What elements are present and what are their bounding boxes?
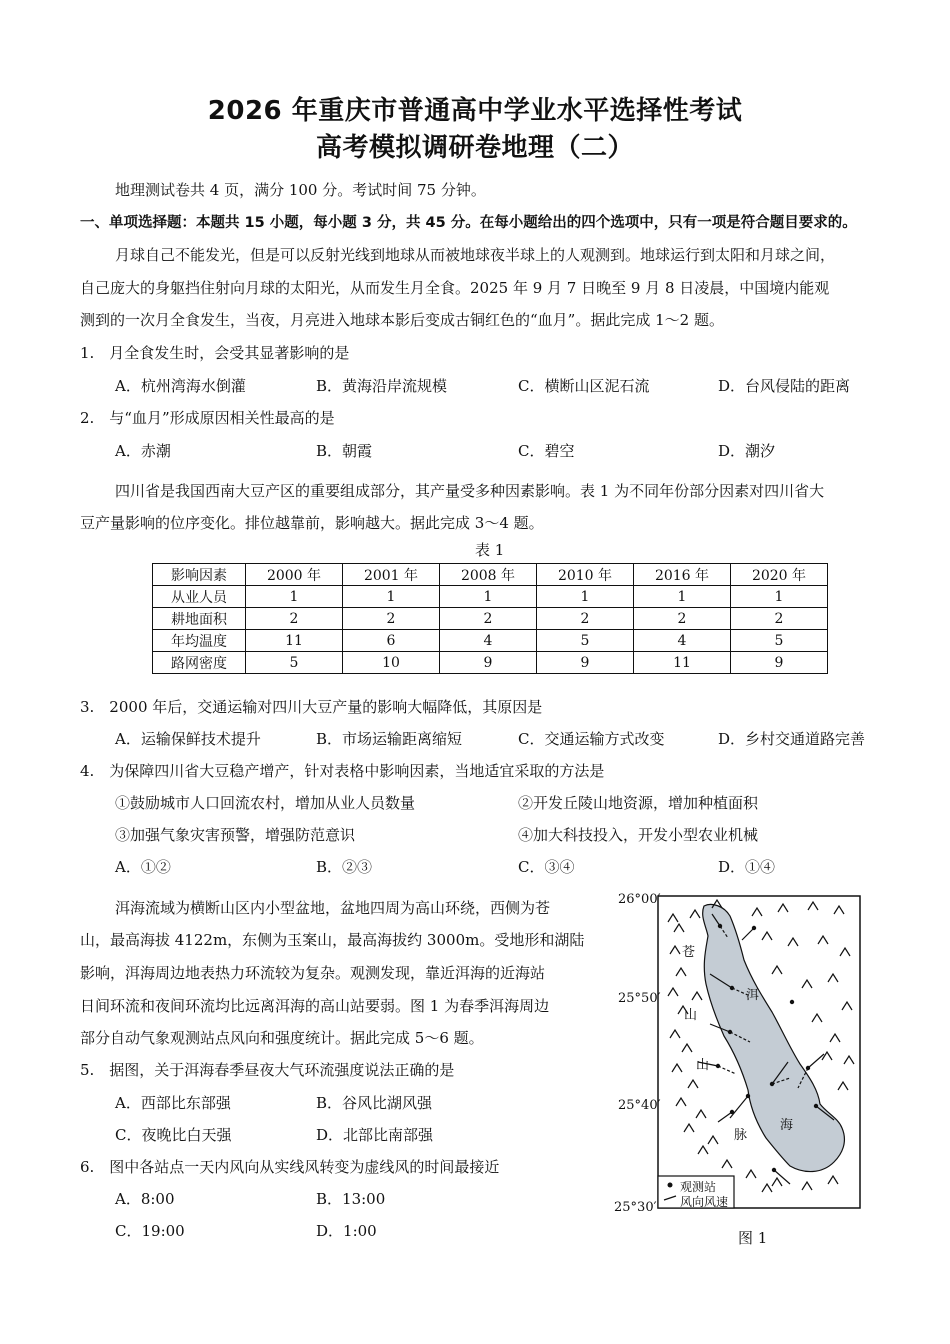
map-label-er: 洱 <box>746 988 760 1003</box>
map-label-shan-1: 山 <box>684 1008 698 1023</box>
q2-option-d: D．潮汐 <box>718 442 776 460</box>
table-cell: 1 <box>634 586 731 608</box>
lat-label-25-40: 25°40′ <box>618 1098 661 1113</box>
q2-option-a: A．赤潮 <box>115 442 171 460</box>
q6-stem: 6. 图中各站点一天内风向从实线风转变为虚线风的时间最接近 <box>80 1158 500 1176</box>
table-cell: 1 <box>731 586 828 608</box>
q3-stem: 3. 2000 年后，交通运输对四川大豆产量的影响大幅降低，其原因是 <box>80 698 543 716</box>
passage3-line5: 部分自动气象观测站点风向和强度统计。据此完成 5～6 题。 <box>80 1029 484 1047</box>
q3-option-a: A．运输保鲜技术提升 <box>115 730 261 748</box>
lat-label-25-50: 25°50′ <box>618 991 661 1006</box>
passage2-line1: 四川省是我国西南大豆产区的重要组成部分，其产量受多种因素影响。表 1 为不同年份部分因素对四川省大 <box>115 482 825 500</box>
table-cell: 1 <box>343 586 440 608</box>
q3-option-b: B．市场运输距离缩短 <box>316 730 463 748</box>
q2-option-c: C．碧空 <box>518 442 575 460</box>
table-cell: 2 <box>634 608 731 630</box>
table-cell: 2 <box>537 608 634 630</box>
table-cell: 2 <box>246 608 343 630</box>
section-heading-1: 一、单项选择题：本题共 15 小题，每小题 3 分，共 45 分。在每小题给出的四个选项中，只有一项是符合题目要求的。 <box>80 215 857 231</box>
q3-option-d: D．乡村交通道路完善 <box>718 730 866 748</box>
q4-item-1: ①鼓励城市人口回流农村，增加从业人员数量 <box>115 794 416 812</box>
table-cell: 2 <box>440 608 537 630</box>
table-cell: 5 <box>731 630 828 652</box>
table-cell: 9 <box>440 652 537 674</box>
lat-label-26-00: 26°00′ <box>618 892 661 907</box>
table-cell: 1 <box>440 586 537 608</box>
q4-stem: 4. 为保障四川省大豆稳产增产，针对表格中影响因素，当地适宜采取的方法是 <box>80 762 605 780</box>
erhai-lake <box>703 904 845 1171</box>
q1-option-d: D．台风侵陆的距离 <box>718 377 851 395</box>
map-label-shan-2: 山 <box>696 1058 710 1073</box>
table-header-cell: 2001 年 <box>343 564 440 586</box>
table-caption: 表 1 <box>475 541 505 559</box>
passage3-line1: 洱海流域为横断山区内小型盆地，盆地四周为高山环绕，西侧为苍 <box>115 899 551 917</box>
q5-option-d: D．北部比南部强 <box>316 1126 434 1144</box>
q4-option-b: B．②③ <box>316 858 373 876</box>
table-row <box>153 608 828 630</box>
table-cell: 路网密度 <box>153 652 246 674</box>
exam-intro: 地理测试卷共 4 页，满分 100 分。考试时间 75 分钟。 <box>115 181 486 199</box>
table-cell: 9 <box>731 652 828 674</box>
q5-option-b: B．谷风比湖风强 <box>316 1094 433 1112</box>
table-cell: 1 <box>246 586 343 608</box>
map-label-cang: 苍 <box>682 945 696 960</box>
table-cell: 耕地面积 <box>153 608 246 630</box>
table-cell: 年均温度 <box>153 630 246 652</box>
table-cell: 1 <box>537 586 634 608</box>
q2-stem: 2. 与“血月”形成原因相关性最高的是 <box>80 409 335 427</box>
lat-label-25-30: 25°30′ <box>614 1200 657 1215</box>
table-header-cell: 2020 年 <box>731 564 828 586</box>
passage1-line3: 测到的一次月全食发生，当夜，月亮进入地球本影后变成古铜红色的“血月”。据此完成 1～2 题。 <box>80 311 724 329</box>
table-header-cell: 2008 年 <box>440 564 537 586</box>
q6-option-b: B．13:00 <box>316 1190 386 1208</box>
passage1-line2: 自己庞大的身躯挡住射向月球的太阳光，从而发生月全食。2025 年 9 月 7 日晚至 9 月 8 日凌晨，中国境内能观 <box>80 279 830 297</box>
q5-stem: 5. 据图，关于洱海春季昼夜大气环流强度说法正确的是 <box>80 1061 455 1079</box>
q6-option-a: A．8:00 <box>115 1190 175 1208</box>
passage2-line2: 豆产量影响的位序变化。排位越靠前，影响越大。据此完成 3～4 题。 <box>80 514 544 532</box>
passage3-line3: 影响，洱海周边地表热力环流较为复杂。观测发现，靠近洱海的近海站 <box>80 964 546 982</box>
table-cell: 11 <box>246 630 343 652</box>
q4-item-4: ④加大科技投入，开发小型农业机械 <box>518 826 759 844</box>
q4-item-3: ③加强气象灾害预警，增强防范意识 <box>115 826 356 844</box>
table-cell: 4 <box>634 630 731 652</box>
q5-option-a: A．西部比东部强 <box>115 1094 231 1112</box>
q2-option-b: B．朝霞 <box>316 442 373 460</box>
figure-caption: 图 1 <box>738 1229 768 1247</box>
passage3-line4: 日间环流和夜间环流均比远离洱海的高山站要弱。图 1 为春季洱海周边 <box>80 997 550 1015</box>
table-header-row <box>153 564 828 586</box>
q4-item-2: ②开发丘陵山地资源，增加种植面积 <box>518 794 759 812</box>
q4-option-c: C．③④ <box>518 858 575 876</box>
map-label-mai: 脉 <box>734 1128 748 1143</box>
exam-title-line1: 2026 年重庆市普通高中学业水平选择性考试 <box>207 96 743 126</box>
q4-option-a: A．①② <box>115 858 171 876</box>
passage1-line1: 月球自己不能发光，但是可以反射光线到地球从而被地球夜半球上的人观测到。地球运行到太阳和月球之间， <box>115 246 836 264</box>
factor-rank-table <box>152 563 828 674</box>
table-cell: 6 <box>343 630 440 652</box>
table-header-cell: 影响因素 <box>153 564 246 586</box>
table-header-cell: 2016 年 <box>634 564 731 586</box>
table-cell: 11 <box>634 652 731 674</box>
table-cell: 2 <box>343 608 440 630</box>
q3-option-c: C．交通运输方式改变 <box>518 730 665 748</box>
table-cell: 4 <box>440 630 537 652</box>
table-cell: 9 <box>537 652 634 674</box>
q1-option-c: C．横断山区泥石流 <box>518 377 650 395</box>
legend-wind-label: 风向风速 <box>680 1195 729 1209</box>
table-row <box>153 652 828 674</box>
table-cell: 10 <box>343 652 440 674</box>
q4-option-d: D．①④ <box>718 858 776 876</box>
q1-option-b: B．黄海沿岸流规模 <box>316 377 448 395</box>
passage3-line2: 山，最高海拔 4122m，东侧为玉案山，最高海拔约 3000m。受地形和湖陆 <box>80 931 585 949</box>
table-row <box>153 586 828 608</box>
legend-station-label: 观测站 <box>680 1180 717 1194</box>
exam-title-line2: 高考模拟调研卷地理（二） <box>315 133 634 163</box>
table-header-cell: 2000 年 <box>246 564 343 586</box>
table-cell: 5 <box>537 630 634 652</box>
q5-option-c: C．夜晚比白天强 <box>115 1126 232 1144</box>
legend-station-icon <box>668 1183 673 1188</box>
table-row <box>153 630 828 652</box>
q6-option-c: C．19:00 <box>115 1222 185 1240</box>
table-header-cell: 2010 年 <box>537 564 634 586</box>
table-cell: 2 <box>731 608 828 630</box>
erhai-map <box>612 892 864 1214</box>
map-label-hai: 海 <box>780 1118 794 1133</box>
table-cell: 5 <box>246 652 343 674</box>
q1-stem: 1. 月全食发生时，会受其显著影响的是 <box>80 344 350 362</box>
q1-option-a: A．杭州湾海水倒灌 <box>115 377 246 395</box>
q6-option-d: D．1:00 <box>316 1222 377 1240</box>
table-cell: 从业人员 <box>153 586 246 608</box>
